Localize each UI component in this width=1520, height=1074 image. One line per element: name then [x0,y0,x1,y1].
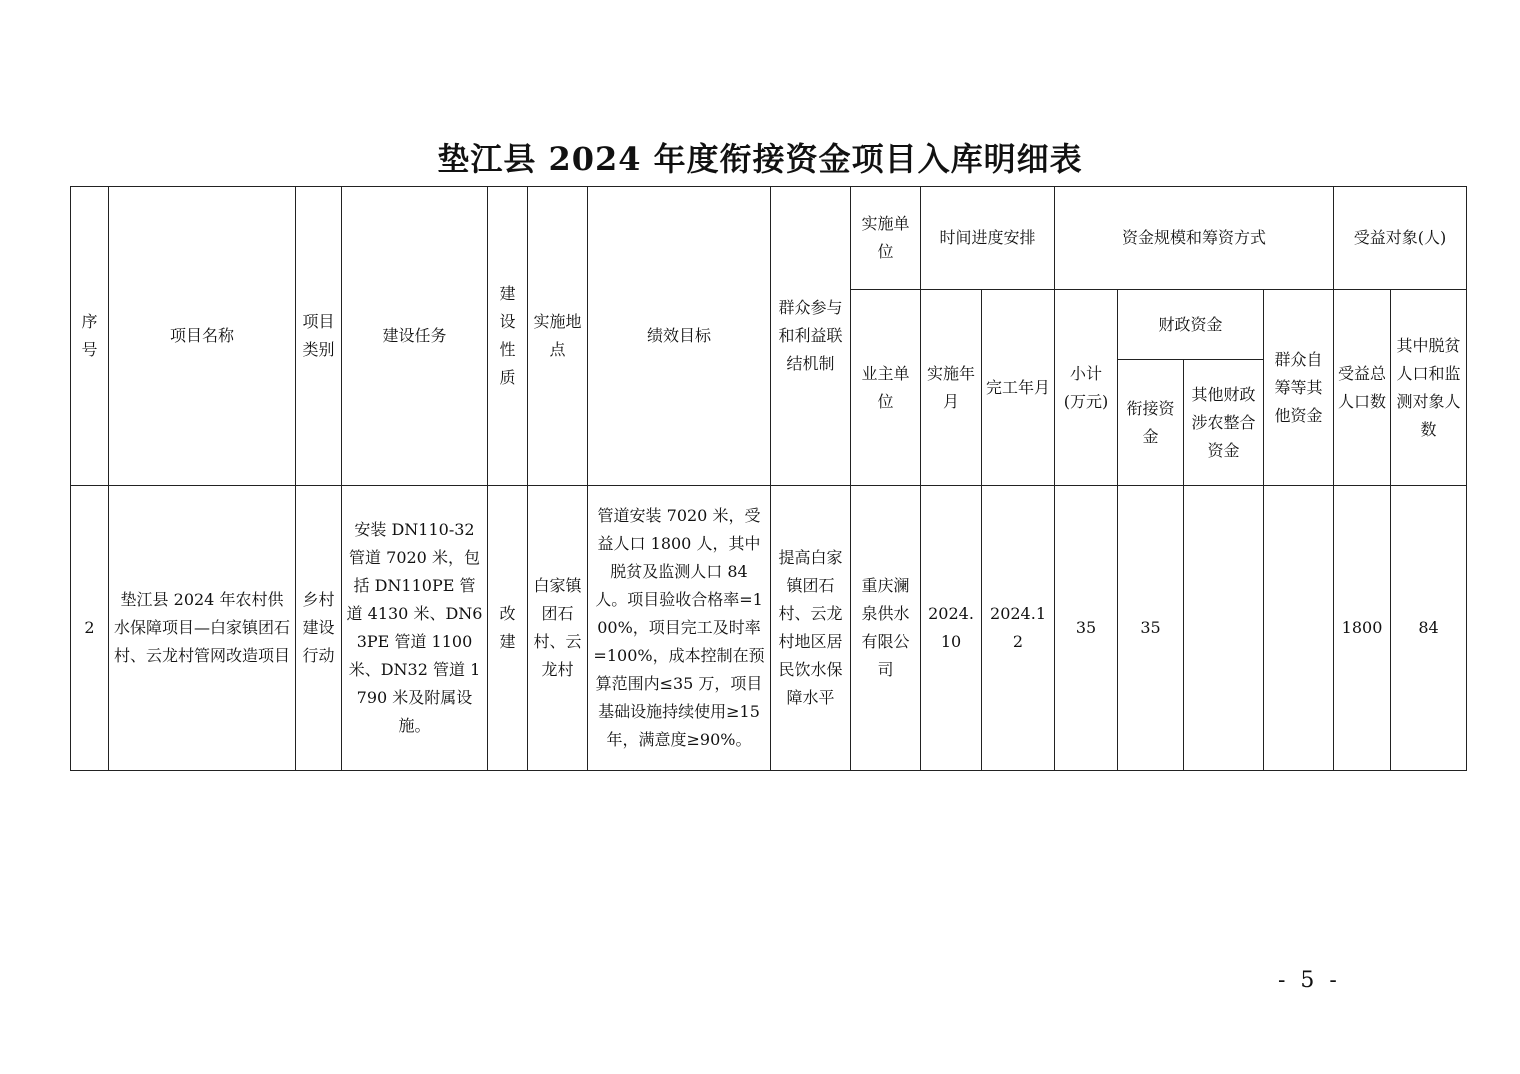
page-title: 垫江县 2024 年度衔接资金项目入库明细表 [437,140,1083,178]
header-row-1 [71,187,1467,290]
header-start: 实施年月 [921,290,982,486]
header-nature: 建设性质 [488,187,528,486]
cell-seq: 2 [71,486,109,771]
page-number: - 5 - [1278,968,1341,993]
header-link-funds: 衔接资金 [1118,360,1184,486]
header-self-raised: 群众自筹等其他资金 [1264,290,1334,486]
cell-task: 安装 DN110-32 管道 7020 米，包括 DN110PE 管道 4130 米、DN63PE 管道 1100 米、DN32 管道 1790 米及附属设施。 [342,486,488,771]
cell-poor-pop: 84 [1391,486,1467,771]
header-poor-pop: 其中脱贫人口和监测对象人数 [1391,290,1467,486]
header-schedule: 时间进度安排 [921,187,1055,290]
cell-mechanism: 提高白家镇团石村、云龙村地区居民饮水保障水平 [771,486,851,771]
cell-project-name: 垫江县 2024 年农村供水保障项目—白家镇团石村、云龙村管网改造项目 [109,486,296,771]
cell-owner-unit: 重庆澜泉供水有限公司 [851,486,921,771]
cell-goals: 管道安装 7020 米，受益人口 1800 人，其中脱贫及监测人口 84 人。项目验收合格率=100%，项目完工及时率=100%，成本控制在预算范围内≤35 万，项目基础设施持续使用≥15 年，满意度≥90%。 [588,486,771,771]
header-funds: 资金规模和筹资方式 [1055,187,1334,290]
cell-total-pop: 1800 [1334,486,1391,771]
header-other-fiscal: 其他财政涉农整合资金 [1184,360,1264,486]
cell-other-fiscal [1184,486,1264,771]
header-project-type: 项目类别 [296,187,342,486]
header-end: 完工年月 [982,290,1055,486]
header-seq: 序号 [71,187,109,486]
cell-start: 2024.10 [921,486,982,771]
header-location: 实施地点 [528,187,588,486]
cell-subtotal: 35 [1055,486,1118,771]
cell-self-raised [1264,486,1334,771]
header-mechanism: 群众参与和利益联结机制 [771,187,851,486]
header-total-pop: 受益总人口数 [1334,290,1391,486]
cell-link-funds: 35 [1118,486,1184,771]
project-table [70,186,1467,771]
header-task: 建设任务 [342,187,488,486]
header-beneficiaries: 受益对象(人) [1334,187,1467,290]
header-owner-unit: 业主单位 [851,290,921,486]
header-fiscal: 财政资金 [1118,290,1264,360]
cell-end: 2024.12 [982,486,1055,771]
header-subtotal: 小计(万元) [1055,290,1118,486]
header-goals: 绩效目标 [588,187,771,486]
header-impl-unit: 实施单位 [851,187,921,290]
cell-nature: 改建 [488,486,528,771]
table-row [71,486,1467,771]
cell-project-type: 乡村建设行动 [296,486,342,771]
cell-location: 白家镇团石村、云龙村 [528,486,588,771]
header-project-name: 项目名称 [109,187,296,486]
